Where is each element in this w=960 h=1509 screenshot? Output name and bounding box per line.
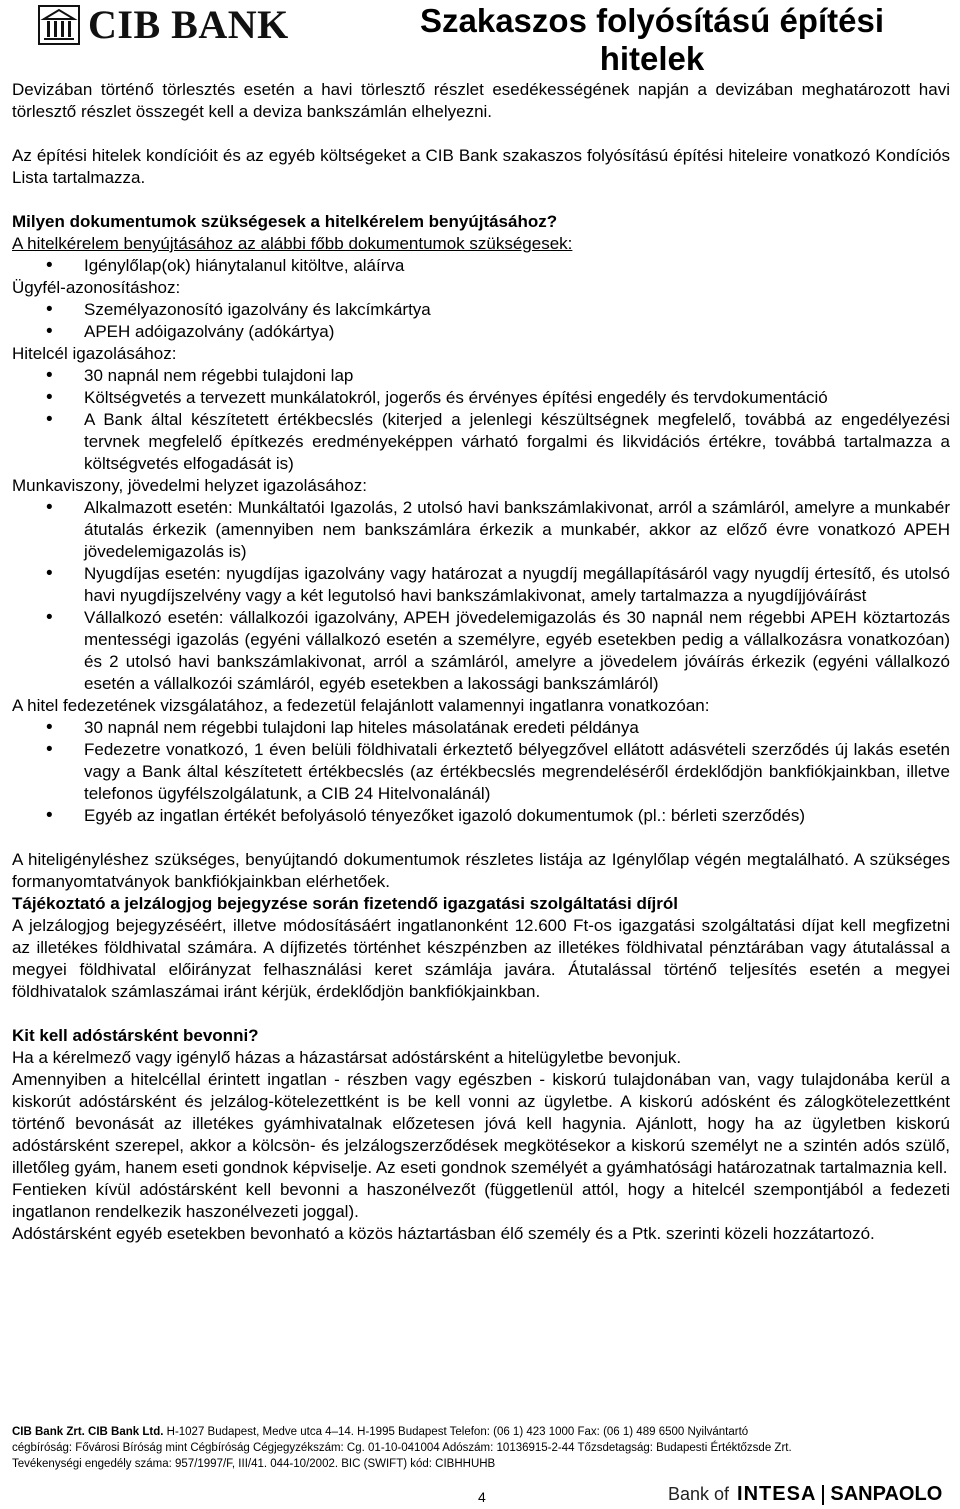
title-line-1: Szakaszos folyósítású építési <box>419 2 884 39</box>
paragraph-fee: A jelzálogjog bejegyzéséért, illetve módosításáért ingatlanonként 12.600 Ft-os igazgatási szolgáltatási díjat kell megfizetni az illetékes földhivatal számára. A díjfizetés történhet készpénzben az illetékes földhivatal pénztárában vagy átutalással a megyei földhivatal előirányzat felhasználási keret számlája javára. Átutalással történő teljesítés esetén a megyei földhivatalok számlaszámai iránt kérjük, érdeklődjön bankfiókjainkban. <box>12 916 950 1001</box>
documents-list <box>12 255 950 277</box>
partner-sanpaolo: SANPAOLO <box>830 1483 943 1505</box>
client-id-list <box>12 299 950 343</box>
paragraph-deviza: Devizában történő törlesztés esetén a havi törlesztő részlet esedékességének napján a devizában meghatározott havi törlesztő részlet összegét kell a deviza bankszámlán elhelyezni. <box>12 80 950 121</box>
footer-address: H-1027 Budapest, Medve utca 4–14. H-1995 Budapest Telefon: (06 1) 423 1000 Fax: (06 1) 489 6500 Nyilvántartó <box>163 1426 749 1438</box>
collateral-label: A hitel fedezetének vizsgálatához, a fedezetül felajánlott valamennyi ingatlanra vonatkozóan: <box>12 696 710 715</box>
list-item: • Egyéb az ingatlan értékét befolyásoló tényezőket igazoló dokumentumok (pl.: bérleti szerződés) <box>12 805 950 827</box>
list-item: • A Bank által készítetett értékbecslés (kiterjed a jelenlegi készültségnek megfelelő, továbbá az engedélyezési tervnek megfelelő építkezés eredményeképpen várható forgalmi és likvidációs értékre, továbbá tartalmazza a költségvetés elfogadását is) <box>12 409 950 475</box>
page-header <box>0 0 960 78</box>
footer-line-1 <box>12 1424 960 1440</box>
heading-codebtor: Kit kell adóstársként bevonni? <box>12 1026 259 1045</box>
paragraph-full-list: A hiteligényléshez szükséges, benyújtandó dokumentumok részletes listája az Igénylőlap végén megtalálható. A szükséges formanyomtatványok bankfiókjainkban elérhetőek. <box>12 850 950 891</box>
heading-fee: Tájékoztató a jelzálogjog bejegyzése során fizetendő igazgatási szolgáltatási díjról <box>12 894 678 913</box>
documents-intro: A hitelkérelem benyújtásához az alábbi főbb dokumentumok szükségesek: <box>12 234 573 253</box>
client-id-label: Ügyfél-azonosításhoz: <box>12 278 181 297</box>
income-label: Munkaviszony, jövedelmi helyzet igazolásához: <box>12 476 367 495</box>
purpose-label: Hitelcél igazolásához: <box>12 344 177 363</box>
heading-documents: Milyen dokumentumok szükségesek a hitelkérelem benyújtásához? <box>12 212 558 231</box>
footer-company: CIB Bank Zrt. CIB Bank Ltd. <box>12 1426 164 1438</box>
partner-intesa: INTESA <box>737 1483 817 1505</box>
partner-bank-of: Bank of <box>668 1484 730 1504</box>
page-title <box>362 2 942 78</box>
paragraph-codebtor-1: Ha a kérelmező vagy igénylő házas a házastársat adóstársként a hitelügyletbe bevonjuk. <box>12 1048 682 1067</box>
list-item: • 30 napnál nem régebbi tulajdoni lap hiteles másolatának eredeti példánya <box>12 717 950 739</box>
list-item: • Igénylőlap(ok) hiánytalanul kitöltve, aláírva <box>12 255 950 277</box>
cib-bank-logo <box>38 4 289 46</box>
paragraph-conditions: Az építési hitelek kondícióit és az egyéb költségeket a CIB Bank szakaszos folyósítású építési hiteleire vonatkozó Kondíciós Lista tartalmazza. <box>12 146 950 187</box>
bank-building-icon <box>38 5 80 45</box>
list-item: • Személyazonosító igazolvány és lakcímkártya <box>12 299 950 321</box>
list-item: • APEH adóigazolvány (adókártya) <box>12 321 950 343</box>
page-number: 4 <box>478 1489 486 1505</box>
purpose-list <box>12 365 950 475</box>
intesa-sanpaolo-logo <box>668 1483 942 1506</box>
list-item: • 30 napnál nem régebbi tulajdoni lap <box>12 365 950 387</box>
list-item: • Költségvetés a tervezett munkálatokról, jogerős és érvényes építési engedély és tervdokumentáció <box>12 387 950 409</box>
footer-line-3: Tevékenységi engedély száma: 957/1997/F, III/41. 044-10/2002. BIC (SWIFT) kód: CIBHHUHB <box>12 1458 496 1470</box>
paragraph-codebtor-3: Fentieken kívül adóstársként kell bevonni a haszonélvezőt (függetlenül attól, hogy a hitelcél szempontjából a fedezeti ingatlanon rendelkezik haszonélvezeti joggal). <box>12 1180 950 1221</box>
income-list <box>12 497 950 695</box>
list-item: • Nyugdíjas esetén: nyugdíjas igazolvány vagy határozat a nyugdíj megállapításáról vagy nyugdíj értesítő, és utolsó havi nyugdíjszelvény vagy a két legutolsó havi bankszámlakivonat, amely tartalmazza a nyugdíjjóváírást <box>12 563 950 607</box>
paragraph-codebtor-4: Adóstársként egyéb esetekben bevonható a közös háztartásban élő személy és a Ptk. szerinti közeli hozzátartozó. <box>12 1224 875 1243</box>
list-item: • Fedezetre vonatkozó, 1 éven belüli földhivatali érkeztető bélyegzővel ellátott adásvételi szerződés új lakás esetén vagy a Bank által készítetett értékbecslés (az értékbecslés megrendeléséről érdeklődjön bankfiókjainkban, illetve telefonos ügyfélszolgálatunk, a CIB 24 Hitelvonalánál) <box>12 739 950 805</box>
list-item: • Alkalmazott esetén: Munkáltatói Igazolás, 2 utolsó havi bankszámlakivonat, arról a számláról, amelyre a munkabér átutalás érkezik (amennyiben nem bankszámlára érkezik a munkabér, akkor az előző évre vonatkozó APEH jövedelemigazolás is) <box>12 497 950 563</box>
page-footer <box>12 1424 960 1472</box>
partner-separator <box>822 1485 824 1505</box>
footer-line-2: cégbíróság: Fővárosi Bíróság mint Cégbíróság Cégjegyzékszám: Cg. 01-10-041004 Adószám: 10136915-2-44 Tőzsdetagság: Budapesti Értéktőzsde Zrt. <box>12 1442 792 1454</box>
document-body <box>12 79 950 1245</box>
paragraph-codebtor-2: Amennyiben a hitelcéllal érintett ingatlan - részben vagy egészben - kiskorú tulajdonában van, vagy tulajdonába kerül a kiskorút adóstársként és jelzálog-kötelezettként is be kell vonni az ügyletbe. A kiskorú adósként és zálogkötelezettként történő bevonását az illetékes gyámhivatalnak előzetesen jóvá kell hagynia. Ajánlott, hogy ha az ügyletben kiskorú adóstársként szerepel, akkor a kölcsön- és jelzálogszerződések megkötésekor a kiskorú személyt ne a szintén adós szülő, illetőleg gyám, hanem eseti gondnok képviselje. Az eseti gondnok személyét a gyámhatósági határozatnak tartalmaznia kell. <box>12 1070 950 1177</box>
list-item: • Vállalkozó esetén: vállalkozói igazolvány, APEH jövedelemigazolás és 30 napnál nem régebbi APEH köztartozás mentességi igazolás (egyéni vállalkozó esetén a személyre, egyéb esetekben pedig a vállalkozásra vonatkozóan) és 2 utolsó havi bankszámlakivonat, arról a számláról, amelyre a jövedelem jóváírás érkezik (egyéni vállalkozó esetén a vállalkozói számláról, egyéb esetekben a lakossági bankszámláról) <box>12 607 950 695</box>
logo-text: CIB BANK <box>88 2 289 47</box>
title-line-2: hitelek <box>599 40 705 77</box>
collateral-list <box>12 717 950 827</box>
